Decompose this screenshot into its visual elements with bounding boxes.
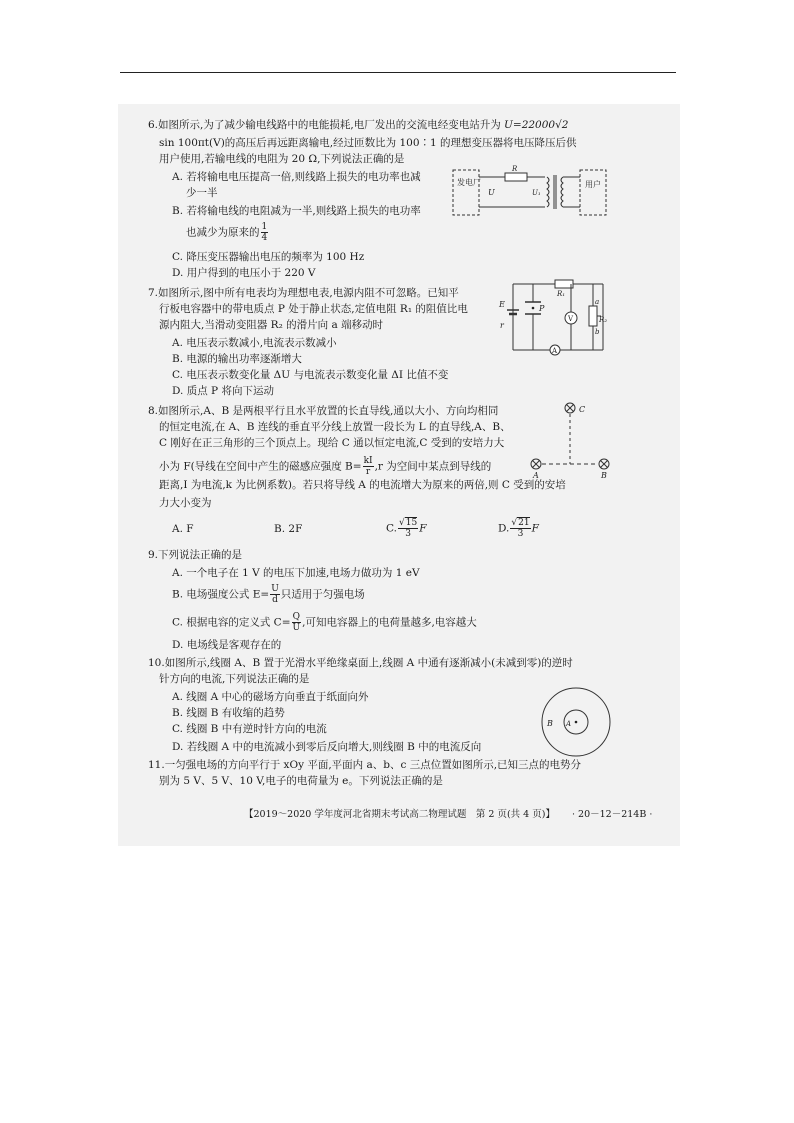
emf-e-label: E (499, 300, 505, 309)
q9-option-c: C. 根据电容的定义式 C= $\frac{Q}{U}$ ,可知电容器上的电荷量越多,电容越大 (172, 612, 477, 633)
q6-stem-line2: sin 100πt(V)的高压后再远距离输电,经过匝数比为 100∶1 的理想变压器将电压降压后供 (159, 137, 577, 149)
q8-stem-line1: 8.如图所示,A、B 是两根平行且水平放置的长直导线,通以大小、方向均相同 (148, 405, 499, 417)
q9-option-a: A. 一个电子在 1 V 的电压下加速,电场力做功为 1 eV (172, 567, 420, 579)
q8-stem-line3: C 刚好在正三角形的三个顶点上。现给 C 通以恒定电流,C 受到的安培力大 (159, 437, 505, 449)
coil-b-label: B (547, 719, 553, 728)
coil-center-dot (575, 721, 578, 724)
generator-box (453, 170, 479, 215)
q8-stem-line2: 的恒定电流,在 A、B 连线的垂直平分线上放置一段长为 L 的直导线,A、B、 (159, 421, 511, 433)
q7-stem-line1: 7.如图所示,图中所有电表均为理想电表,电源内阻不可忽略。已知平 (148, 287, 459, 299)
q8-wire-triangle-diagram (528, 400, 613, 480)
wire-b-label: B (601, 471, 607, 480)
q7-option-c: C. 电压表示数变化量 ΔU 与电流表示数变化量 ΔI 比值不变 (172, 369, 449, 381)
q11-stem-line2: 别为 5 V、5 V、10 V,电子的电荷量为 e。下列说法正确的是 (159, 775, 443, 787)
q10-option-d: D. 若线圈 A 中的电流减小到零后反向增大,则线圈 B 中的电流反向 (172, 741, 482, 753)
voltmeter-label: V (568, 315, 574, 323)
transformer-primary-coil (547, 177, 549, 207)
q8-option-a: A. F (172, 523, 194, 535)
particle-p-label: P (539, 304, 545, 313)
q9-option-d: D. 电场线是客观存在的 (172, 639, 282, 651)
q8-option-d: D. $\frac{√21}{3}$ F (498, 518, 539, 539)
transformer-secondary-coil (561, 177, 563, 207)
q6-option-a-line2: 少一半 (186, 187, 218, 199)
q6-stem-line3: 用户使用,若输电线的电阻为 20 Ω,下列说法正确的是 (159, 153, 405, 165)
q10-option-a: A. 线圈 A 中心的磁场方向垂直于纸面向外 (172, 691, 369, 703)
q6-option-a-line1: A. 若将输电电压提高一倍,则线路上损失的电功率也减 (172, 171, 421, 183)
q10-coil-diagram (538, 684, 614, 760)
q6-option-b-line2: 也减少为原来的 $\frac{1}{4}$ (186, 222, 268, 243)
coil-a-label: A (566, 720, 572, 728)
q6-option-c: C. 降压变压器输出电压的频率为 100 Hz (172, 251, 365, 263)
q6-option-d: D. 用户得到的电压小于 220 V (172, 267, 316, 279)
user-box (580, 170, 606, 215)
q7-stem-line2: 行板电容器中的带电质点 P 处于静止状态,定值电阻 R₁ 的阻值比电 (159, 303, 468, 315)
wire-c-label: C (579, 405, 586, 414)
q11-stem-line1: 11.一匀强电场的方向平行于 xOy 平面,平面内 a、b、c 三点位置如图所示,已知三点的电势分 (148, 759, 582, 771)
wire-c-cross-icon (565, 403, 575, 413)
fraction-sqrt21-over-3: $\frac{√21}{3}$ (511, 518, 530, 539)
q7-option-b: B. 电源的输出功率逐渐增大 (172, 353, 302, 365)
ammeter-label: A (552, 347, 558, 355)
terminal-a-label: a (595, 298, 600, 306)
rheostat-r2 (589, 306, 597, 326)
generator-label: 发电厂 (457, 178, 481, 187)
q6-option-b-line1: B. 若将输电线的电阻减为一半,则线路上损失的电功率 (172, 205, 421, 217)
fraction-sqrt15-over-3: $\frac{√15}{3}$ (399, 518, 418, 539)
fraction-u-over-d: $\frac{U}{d}$ (271, 584, 279, 605)
particle-p (532, 307, 535, 310)
footer-code: · 20－12－214B · (572, 809, 653, 820)
footer-page-info: 【2019～2020 学年度河北省期末考试高二物理试题 第 2 页(共 4 页)】 (244, 809, 555, 820)
wire-a-cross-icon (531, 459, 541, 469)
voltage-u1-label: U₁ (532, 189, 541, 197)
q10-stem-line1: 10.如图所示,线圈 A、B 置于光滑水平绝缘桌面上,线圈 A 中通有逐渐减小(未减到零)的逆时 (148, 657, 573, 669)
header-rule (120, 72, 676, 73)
r2-label: R₂ (599, 316, 608, 324)
wire-a-label: A (533, 471, 539, 480)
fraction-one-quarter: $\frac{1}{4}$ (261, 222, 268, 243)
r1-label: R₁ (557, 290, 566, 298)
voltage-u-label: U (488, 188, 495, 197)
q10-option-c: C. 线圈 B 中有逆时针方向的电流 (172, 723, 327, 735)
q8-stem-line5: 距离,I 为电流,k 为比例系数)。若只将导线 A 的电流增大为原来的两倍,则 C 受到的安培 (159, 479, 566, 491)
q8-option-c: C. $\frac{√15}{3}$ F (386, 518, 427, 539)
fraction-ki-over-r: $\frac{kI}{r}$ (363, 456, 373, 477)
q7-circuit-diagram (495, 276, 610, 360)
terminal-b-label: b (595, 328, 600, 336)
fraction-q-over-u: $\frac{Q}{U}$ (292, 612, 301, 633)
wire-b-cross-icon (599, 459, 609, 469)
q9-stem: 9.下列说法正确的是 (148, 549, 243, 561)
line-resistor-r (505, 173, 527, 181)
resistor-r-label: R (512, 165, 518, 173)
q9-option-b: B. 电场强度公式 E= $\frac{U}{d}$ 只适用于匀强电场 (172, 584, 365, 605)
q8-option-b: B. 2F (274, 523, 303, 535)
q10-option-b: B. 线圈 B 有收缩的趋势 (172, 707, 285, 719)
q8-stem-line6: 力大小变为 (159, 497, 212, 509)
q6-transmission-diagram (450, 165, 610, 221)
q7-option-a: A. 电压表示数减小,电流表示数减小 (172, 337, 337, 349)
q6-stem-line1: 6.如图所示,为了减少输电线路中的电能损耗,电厂发出的交流电经变电站升为 U=22000√2 (148, 119, 569, 131)
q10-stem-line2: 针方向的电流,下列说法正确的是 (159, 673, 310, 685)
q7-stem-line3: 源内阻大,当滑动变阻器 R₂ 的滑片向 a 端移动时 (159, 319, 384, 331)
internal-r-label: r (500, 321, 504, 330)
q7-option-d: D. 质点 P 将向下运动 (172, 385, 274, 397)
q8-stem-line4: 小为 F(导线在空间中产生的磁感应强度 B= $\frac{kI}{r}$ ,r 为空间中某点到导线的 (159, 456, 492, 477)
user-label: 用户 (585, 180, 601, 189)
resistor-r1 (555, 280, 573, 288)
